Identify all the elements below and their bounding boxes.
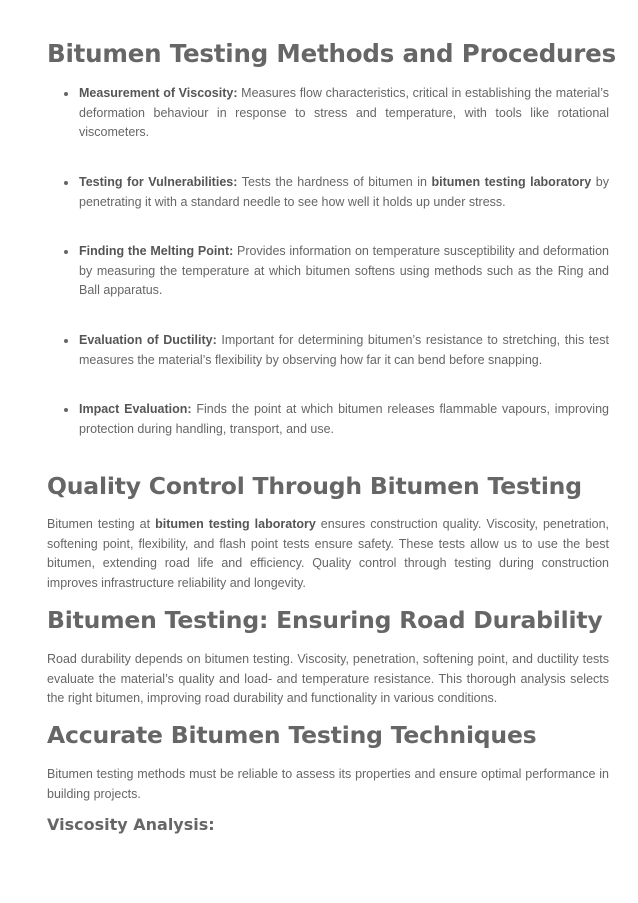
- bullet-icon: [64, 92, 68, 96]
- durability-heading: Bitumen Testing: Ensuring Road Durability: [47, 606, 603, 634]
- durability-paragraph: Road durability depends on bitumen testing. Viscosity, penetration, softening point, and ductility tests evaluate the material’s quality and load- and temperature resistance. This thorough analysis selects the right bitumen, improving road durability and functionality in various conditions.: [47, 652, 609, 705]
- main-heading: Bitumen Testing Methods and Procedures: [47, 39, 616, 68]
- accurate-heading: Accurate Bitumen Testing Techniques: [47, 721, 537, 749]
- bullet-icon: [64, 339, 68, 343]
- item-text-before: Tests the hardness of bitumen in: [237, 175, 432, 189]
- item-term: Testing for Vulnerabilities:: [79, 175, 238, 189]
- item-term: Finding the Melting Point:: [79, 244, 234, 258]
- item-text-after: by penetrating it with a standard needle to see how well it holds up under stress.: [79, 175, 609, 209]
- item-term: Impact Evaluation:: [79, 402, 192, 416]
- item-term: Evaluation of Ductility:: [79, 333, 217, 347]
- item-bold-phrase: bitumen testing laboratory: [431, 175, 592, 189]
- accurate-paragraph: Bitumen testing methods must be reliable to assess its properties and ensure optimal performance in building projects.: [47, 767, 609, 801]
- bullet-icon: [64, 181, 68, 185]
- list-item-impact: [79, 400, 609, 439]
- list-item-melting-point: [79, 242, 609, 301]
- list-item-vulnerabilities: [79, 173, 609, 212]
- viscosity-subheading: Viscosity Analysis:: [47, 815, 215, 834]
- quality-paragraph: [47, 515, 609, 593]
- item-text: Finds the point at which bitumen releases flammable vapours, improving protection during handling, transport, and use.: [79, 402, 609, 436]
- quality-heading: Quality Control Through Bitumen Testing: [47, 472, 582, 500]
- quality-bold-phrase: bitumen testing laboratory: [155, 517, 316, 531]
- bullet-icon: [64, 408, 68, 412]
- item-text: Provides information on temperature susceptibility and deformation by measuring the temperature at which bitumen softens using methods such as the Ring and Ball apparatus.: [79, 244, 609, 297]
- item-text: Measures flow characteristics, critical in establishing the material’s deformation behaviour in response to stress and temperature, with tools like rotational viscometers.: [79, 86, 609, 139]
- list-item-ductility: [79, 331, 609, 370]
- bullet-icon: [64, 250, 68, 254]
- item-term: Measurement of Viscosity:: [79, 86, 238, 100]
- quality-text-after: ensures construction quality. Viscosity, penetration, softening point, flexibility, and flash point tests ensure safety. These tests allow us to use the best bitumen, extending road life and efficiency. Quality control through testing during construction improves infrastructure reliability and longevity.: [47, 517, 609, 590]
- list-item-viscosity: [79, 84, 609, 143]
- quality-text-before: Bitumen testing at: [47, 517, 156, 531]
- item-text: Important for determining bitumen’s resistance to stretching, this test measures the material’s flexibility by observing how far it can bend before snapping.: [79, 333, 609, 367]
